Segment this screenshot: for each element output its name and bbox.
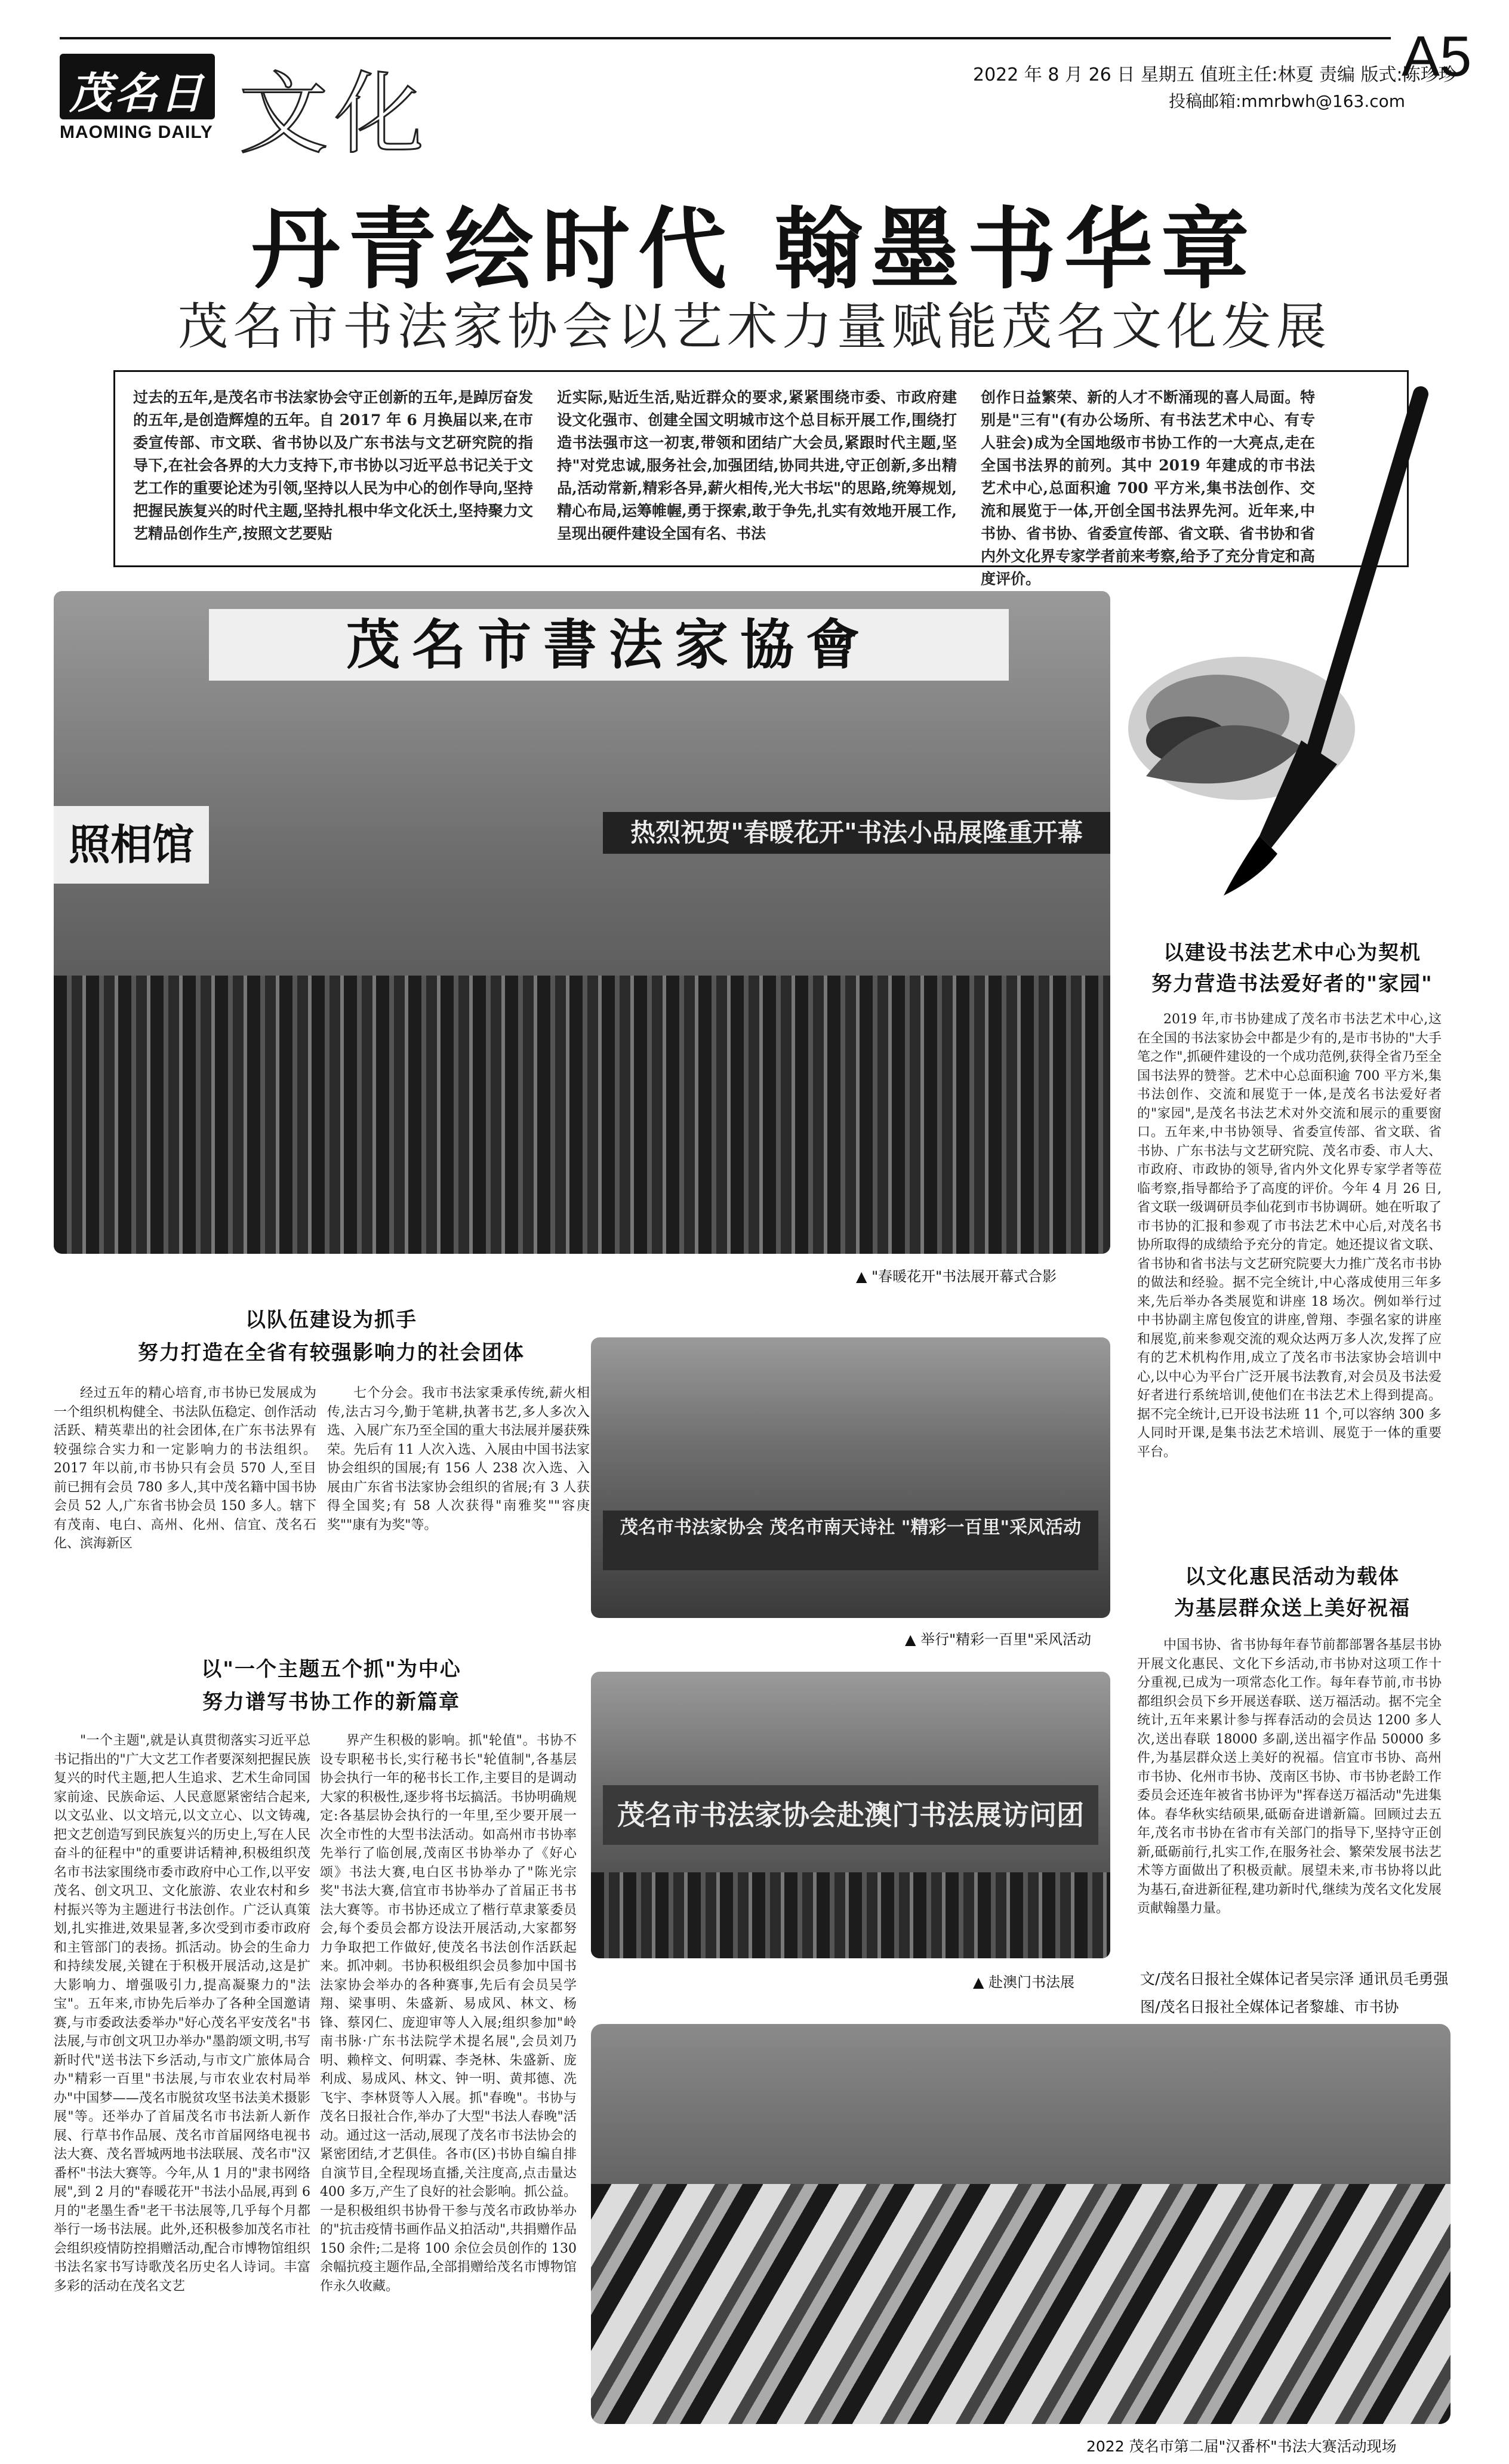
section4-col [1137, 1636, 1442, 1958]
email-line: 投稿邮箱:mmrbwh@163.com [1169, 91, 1406, 111]
lead-col-2: 近实际,贴近生活,贴近群众的要求,紧紧围绕市委、市政府建设文化强市、创建全国文明城市这个总目标开展工作,围绕打造书法强市这一初衷,带领和团结广大会员,紧跟时代主题,坚持"对党忠诚,服务社会,加强团结,协同共进,守正创新,多出精品,活动常新,精彩各异,薪火相传,光大书坛"的思路,统筹规划,精心布局,运筹帷幄,勇于探索,敢于争先,扎实有效地开展工作,呈现出硬件建设全国有名、书法 [557, 389, 957, 542]
headline: 丹青绘时代 翰墨书华章 [251, 197, 1258, 301]
section3-title-1: 以建设书法艺术中心为契机 [1163, 941, 1421, 965]
macao-crowd [591, 1872, 1110, 1958]
section2-title-2: 努力谱写书协工作的新篇章 [202, 1690, 460, 1714]
top-rule [60, 37, 1391, 39]
byline-photo: 图/茂名日报社全媒体记者黎雄、市书协 [1140, 1998, 1399, 2016]
section1-col-1 [54, 1384, 316, 1617]
section1-col-2 [327, 1384, 590, 1617]
section2-title-1: 以"一个主题五个抓"为中心 [201, 1657, 461, 1681]
cai-feng-banner: 茂名市书法家协会 茂名市南天诗社 "精彩一百里"采风活动 [603, 1511, 1098, 1570]
section4-title-2: 为基层群众送上美好祝福 [1174, 1596, 1411, 1620]
section1-text-1: 经过五年的精心培育,市书协已发展成为一个组织机构健全、书法队伍稳定、创作活动活跃、精英辈出的社会团体,在广东书法界有较强综合实力和一定影响力的书法组织。2017 年以前,市书协只有会员 570 人,至目前已拥有会员 780 多人,其中茂名籍中国书协会员 52 人,广东省书协会员 150 多人。辖下有茂南、电白、高州、化州、信宜、茂名石化、滨海新区 [54, 1386, 316, 1551]
section2-text-1: "一个主题",就是认真贯彻落实习近平总书记指出的"广大文艺工作者要深刻把握民族复兴的时代主题,把人生追求、艺术生命同国家前途、民族命运、人民意愿紧密结合起来,以文弘业、以文培元,以文立心、以文铸魂,把文艺创造写到民族复兴的历史上,写在人民奋斗的征程中"的重要讲话精神,积极组织茂名市书法家围绕市委市政府中心工作,以平安茂名、创文巩卫、文化旅游、农业农村和乡村振兴等为主题进行书法创作。广泛认真策划,扎实推进,效果显著,多次受到市委市政府和主管部门的表扬。抓活动。协会的生命力和持续发展,关键在于积极开展活动,这是扩大影响力、增强吸引力,提高凝聚力的"法宝"。五年来,市协先后举办了各种全国邀请赛,与市委政法委举办"好心茂名平安茂名"书法展,与市创文巩卫办举办"墨韵颂文明,书写新时代"送书法下乡活动,与市文广旅体局合办"精彩一百里"书法展,与市农业农村局举办"中国梦——茂名市脱贫攻坚书法美术摄影展"等。还举办了首届茂名市书法新人新作展、行草书作品展、茂名市首届网络电视书法大赛、茂名晋城两地书法联展、茂名市"汉番杯"书法大赛等。今年,从 1 月的"隶书网络展",到 2 月的"春暖花开"书法小品展,再到 6 月的"老墨生香"老干书法展等,几乎每个月都举行一场书法展。此外,还积极参加茂名市社会组织疫情防控捐赠活动,配合市博物馆组织书法名家书写诗歌茂名历史名人诗词。丰富多彩的活动在茂名文艺 [54, 1733, 310, 2294]
cai-feng-caption: ▲ 举行"精彩一百里"采风活动 [905, 1631, 1092, 1648]
association-sign: 茂名市書法家協會 [209, 609, 1009, 681]
logo-english: MAOMING DAILY [60, 122, 213, 142]
group-photo [54, 591, 1110, 1254]
section4-title-1: 以文化惠民活动为载体 [1185, 1565, 1400, 1589]
brush-ink-illustration [1122, 382, 1433, 931]
lead-col-1: 过去的五年,是茂名市书法家协会守正创新的五年,是踔厉奋发的五年,是创造辉煌的五年。自 2017 年 6 月换届以来,在市委宣传部、市文联、省书协以及广东书法与文艺研究院的指导下,在社会各界的大力支持下,市书协以习近平总书记关于文艺工作的重要论述为引领,坚持以人民为中心的创作导向,坚持把握民族复兴的时代主题,坚持扎根中华文化沃土,坚持聚力文艺精品创作生产,按照文艺要贴 [133, 389, 533, 542]
exhibition-banner: 热烈祝贺"春暖花开"书法小品展隆重开幕 [603, 812, 1110, 854]
contest-caption: 2022 茂名市第二届"汉番杯"书法大赛活动现场 [1086, 2438, 1397, 2455]
section3-title-2: 努力营造书法爱好者的"家园" [1151, 972, 1433, 996]
page-number: A5 [1402, 24, 1472, 88]
macao-banner: 茂名市书法家协会赴澳门书法展访问团 [603, 1785, 1098, 1845]
byline-text: 文/茂名日报社全媒体记者吴宗泽 通讯员毛勇强 [1140, 1970, 1449, 1988]
section2-col-2 [320, 1731, 577, 2436]
section1-text-2: 七个分会。我市书法家秉承传统,薪火相传,法古习今,勤于笔耕,执著书艺,多人多次入选、入展广东乃至全国的重大书法展并屡获殊荣。先后有 11 人次入选、入展由中国书法家协会组织的国展;有 156 人 238 次入选、入展由广东省书法家协会组织的省展;有 3 人获得全国奖;有 58 人次获得"南雅奖""容庚奖""康有为奖"等。 [327, 1386, 590, 1533]
lead-col-3: 创作日益繁荣、新的人才不断涌现的喜人局面。特别是"三有"(有办公场所、有书法艺术中心、有专人驻会)成为全国地级市书协工作的一大亮点,走在全国书法界的前列。其中 2019 年建成的市书法艺术中心,总面积逾 700 平方米,集书法创作、交流和展览于一体,开创全国书法界先河。近年来,中书协、省书协、省委宣传部、省文联、省书协和省内外文化界专家学者前来考察,给予了充分肯定和高度评价。 [981, 389, 1315, 587]
cai-feng-photo [591, 1337, 1110, 1618]
contest-crowd [591, 2184, 1451, 2424]
section1-title-2: 努力打造在全省有较强影响力的社会团体 [138, 1341, 525, 1365]
section2-text-2: 界产生积极的影响。抓"轮值"。书协不设专职秘书长,实行秘书长"轮值制",各基层协会执行一年的秘书长工作,主要目的是调动大家的积极性,逐步将书坛搞活。书协明确规定:各基层协会执行的一年里,至少要开展一次全市性的大型书法活动。如高州市书协率先举行了临创展,茂南区书协举办了《好心颂》书法大赛,电白区书协举办了"陈光宗奖"书法大赛,信宜市书协举办了首届正书书法大赛等。市书协还成立了楷行草隶篆委员会,每个委员会都方设法开展活动,大家都努力争取把工作做好,使茂名书法创作活跃起来。抓冲刺。书协积极组织会员参加中国书法家协会举办的各种赛事,先后有会员吴学翔、梁事明、朱盛新、易成风、林文、杨锋、蔡冈仁、庞迎审等人入展;组织参加"岭南书脉·广东书法院学术提名展",会员刘乃明、赖梓文、何明霖、李尧林、朱盛新、庞利成、易成风、林文、钟一明、黄邦德、冼飞宇、李林贤等人入展。抓"春晚"。书协与茂名日报社合作,举办了大型"书法人春晚"活动。通过这一活动,展现了茂名市书法协会的紧密团结,才艺俱佳。各市(区)书协自编自排自演节目,全程现场直播,关注度高,点击量达 400 多万,产生了良好的社会影响。抓公益。一是积极组织书协骨干参与茂名市政协举办的"抗击疫情书画作品义拍活动",共捐赠作品 150 余件;二是将 100 余位会员创作的 130 余幅抗疫主题作品,全部捐赠给茂名市博物馆作永久收藏。 [320, 1733, 577, 2294]
macao-photo [591, 1672, 1110, 1958]
logo-text: 茂名日報 [69, 67, 205, 180]
shop-sign: 照相馆 [54, 806, 209, 884]
contest-photo [591, 2024, 1451, 2424]
crowd [54, 976, 1110, 1254]
section3-col [1137, 1010, 1442, 1542]
subheadline: 茂名市书法家协会以艺术力量赋能茂名文化发展 [177, 297, 1331, 356]
macao-caption: ▲ 赴澳门书法展 [973, 1974, 1075, 1991]
section3-text: 2019 年,市书协建成了茂名市书法艺术中心,这在全国的书法家协会中都是少有的,是市书协的"大手笔之作",抓硬件建设的一个成功范例,获得全省乃至全国书法界的赞誉。艺术中心总面积逾 700 平方米,集书法创作、交流和展览于一体,是茂名书法爱好者的"家园",是茂名书法艺术对外交流和展示的重要窗口。五年来,中书协领导、省委宣传部、省文联、省书协、广东书法与文艺研究院、茂名市委、市人大、市政府、市政协的领导,省内外文化界专家学者等莅临考察,指导都给予了高度的评价。今年 4 月 26 日,省文联一级调研员李仙花到市书协调研。她在听取了市书协的汇报和参观了市书法艺术中心后,对茂名书协所取得的成绩给予充分的肯定。她还提议省文联、省书协和省书法与文艺研究院要大力推广茂名市书协的做法和经验。据不完全统计,中心落成使用三年多来,先后举办各类展览和讲座 18 场次。例如举行过中书协副主席包俊宜的讲座,曾翔、李强名家的讲座和展览,前来参观交流的观众达两万多人次,发挥了应有的艺术机构作用,成立了茂名市书法家协会培训中心,以中心为平台广泛开展书法教育,对会员及书法爱好者进行系统培训,使他们在书法艺术上得到提高。据不完全统计,已开设书法班 11 个,可以容纳 300 多人同时开课,是集书法艺术培训、展览于一体的重要平台。 [1137, 1012, 1442, 1460]
date-line: 2022 年 8 月 26 日 星期五 值班主任:林夏 责编 版式:陈珍珍 [973, 64, 1456, 85]
section-title: 文化 [239, 63, 430, 167]
section1-title-1: 以队伍建设为抓手 [245, 1308, 417, 1332]
main-photo-caption: ▲ "春暖花开"书法展开幕式合影 [856, 1268, 1057, 1285]
section4-text: 中国书协、省书协每年春节前都部署各基层书协开展文化惠民、文化下乡活动,市书协对这项工作十分重视,已成为一项常态化工作。每年春节前,市书协都组织会员下乡开展送春联、送万福活动。据不完全统计,五年来累计参与挥春活动的会员达 1200 多人次,送出春联 18000 多副,送出福字作品 50000 多件,为基层群众送上美好的祝福。信宜市书协、高州市书协、化州市书协、茂南区书协、市书协老龄工作委员会还连年被省书协评为"挥春送万福活动"先进集体。春华秋实结硕果,砥砺奋进谱新篇。回顾过去五年,茂名市书协在省市有关部门的指导下,坚持守正创新,砥砺前行,扎实工作,在服务社会、繁荣发展书法艺术等方面做出了积极贡献。展望未来,市书协将以此为基石,奋进新征程,建功新时代,继续为茂名文化发展贡献翰墨力量。 [1137, 1638, 1442, 1916]
section2-col-1 [54, 1731, 310, 2436]
